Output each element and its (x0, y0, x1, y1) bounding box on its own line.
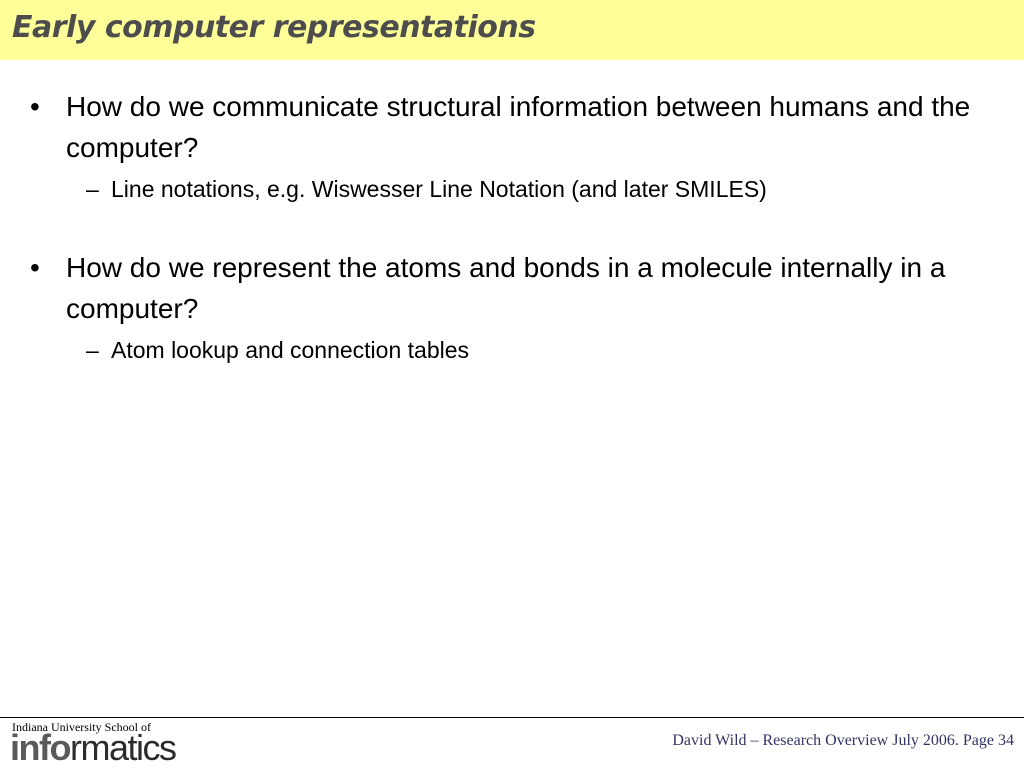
bullet-text: How do we represent the atoms and bonds in a molecule internally in a computer? (66, 252, 946, 324)
logo-caption: Indiana University School of (12, 720, 151, 734)
informatics-logo (10, 728, 175, 768)
sub-bullet-marker: – (86, 337, 99, 363)
sub-bullet-item-2 (26, 334, 986, 366)
slide-content (26, 86, 986, 366)
bullet-text: How do we communicate structural information between humans and the computer? (66, 91, 971, 163)
title-bar (0, 0, 1024, 60)
logo-text-info: info (10, 727, 70, 768)
footer-divider (0, 717, 1024, 718)
sub-bullet-marker: – (86, 176, 99, 202)
bullet-marker: • (30, 252, 40, 283)
bullet-item-1 (26, 86, 986, 168)
bullet-item-2 (26, 247, 986, 329)
sub-bullet-item-1 (26, 173, 986, 205)
slide-title: Early computer representations (12, 10, 536, 45)
sub-bullet-text: Atom lookup and connection tables (111, 337, 470, 363)
logo-text-rmatics: rmatics (69, 727, 176, 768)
bullet-marker: • (30, 91, 40, 122)
footer-credit: David Wild – Research Overview July 2006. Page 34 (672, 732, 1014, 749)
sub-bullet-text: Line notations, e.g. Wiswesser Line Notation (and later SMILES) (111, 176, 767, 202)
